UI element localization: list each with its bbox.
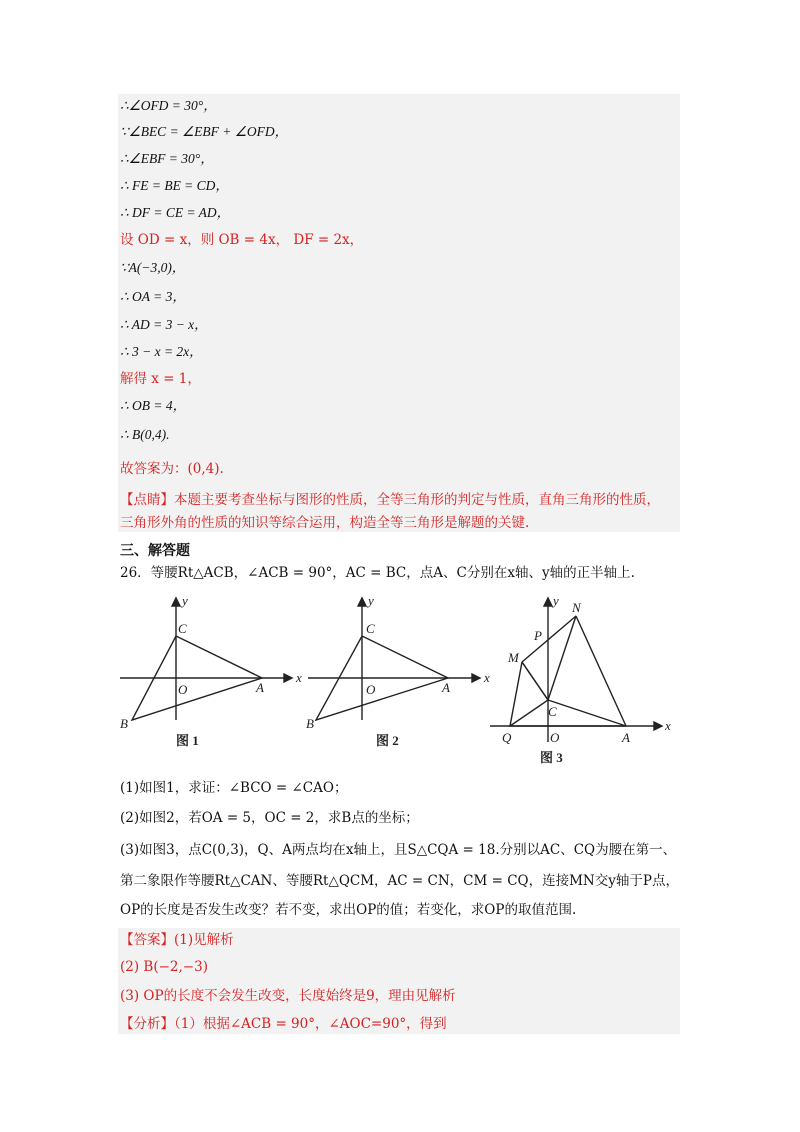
question-2: (2)如图2，若OA = 5，OC = 2，求B点的坐标； [120, 810, 419, 826]
figures-svg [110, 590, 690, 775]
fig1-label-y: y [182, 593, 188, 608]
solution-line-1: ∴∠OFD = 30°， [120, 98, 217, 113]
fig1-label-x: x [296, 670, 302, 685]
figure-1 [120, 598, 292, 720]
question-3-line-2: 第二象限作等腰Rt△CAN、等腰Rt△QCM，AC = CN，CM = CQ，连接MN交y轴于P点， [120, 873, 679, 889]
solution-line-9: ∴ 3 − x = 2x， [120, 344, 203, 359]
answer-line: 故答案为：(0,4). [120, 461, 224, 477]
fig3-label-P: P [534, 628, 542, 643]
set-variable-line: 设 OD = x，则 OB = 4x， DF = 2x， [120, 232, 364, 248]
fig3-label-A: A [622, 730, 630, 745]
fig2-label-A: A [442, 680, 450, 695]
fig3-label-O: O [550, 730, 560, 745]
solution-line-6: ∵A(−3,0)， [120, 260, 186, 275]
question-3-line-3: OP的长度是否发生改变？若不变，求出OP的值；若变化，求OP的取值范围. [120, 902, 577, 918]
question-3-line-1: (3)如图3，点C(0,3)，Q、A两点均在x轴上，且S△CQA = 18.分别以AC、CQ为腰在第一、 [120, 842, 677, 858]
answer-3: (3) OP的长度不会发生改变，长度始终是9，理由见解析 [120, 988, 456, 1004]
fig2-label-B: B [306, 716, 314, 731]
fig3-label-M: M [508, 650, 519, 665]
fig3-label-Q: Q [502, 730, 512, 745]
solution-line-10: ∴ OB = 4， [120, 398, 187, 413]
solution-line-3: ∴∠EBF = 30°， [120, 151, 214, 166]
analysis-line: 【分析】（1）根据∠ACB = 90°，∠AOC=90°，得到 [120, 1016, 447, 1032]
figure-3 [490, 598, 662, 742]
answer-label: 【答案】(1)见解析 [120, 932, 234, 948]
fig2-label-y: y [368, 593, 374, 608]
fig1-x-arrow [284, 674, 292, 682]
fig1-label-A: A [256, 680, 264, 695]
fig3-label-C: C [548, 704, 557, 719]
problem-stem: 26．等腰Rt△ACB，∠ACB = 90°，AC = BC，点A、C分别在x轴、y轴的正半轴上. [120, 565, 635, 581]
section-heading: 三、解答题 [120, 543, 190, 559]
comment-line-1: 【点睛】本题主要考查坐标与图形的性质，全等三角形的判定与性质，直角三角形的性质， [120, 492, 660, 508]
figures [110, 590, 690, 775]
fig2-label-x: x [484, 670, 490, 685]
fig1-caption: 图 1 [176, 733, 199, 748]
solution-line-4: ∴ FE = BE = CD， [120, 178, 229, 193]
fig3-label-y: y [553, 593, 559, 608]
comment-line-2: 三角形外角的性质的知识等综合运用，构造全等三角形是解题的关键. [120, 515, 530, 531]
fig3-caption: 图 3 [540, 750, 563, 765]
fig1-label-O: O [178, 682, 188, 697]
solution-line-5: ∴ DF = CE = AD， [120, 205, 231, 220]
question-1: (1)如图1，求证：∠BCO = ∠CAO； [120, 780, 348, 796]
fig1-y-arrow [172, 598, 180, 606]
fig3-label-N: N [572, 600, 581, 615]
solution-line-11: ∴ B(0,4). [120, 427, 170, 442]
fig1-label-C: C [178, 621, 187, 636]
fig1-label-B: B [120, 716, 128, 731]
solution-line-7: ∴ OA = 3， [120, 289, 186, 304]
fig3-label-x: x [665, 718, 671, 733]
fig2-caption: 图 2 [376, 733, 399, 748]
solution-line-2: ∵∠BEC = ∠EBF + ∠OFD， [120, 124, 289, 139]
figure-2 [308, 598, 480, 720]
solution-line-8: ∴ AD = 3 − x， [120, 317, 208, 332]
solve-line: 解得 x = 1， [120, 371, 201, 387]
answer-2: (2) B(−2,−3) [120, 959, 208, 975]
fig2-label-C: C [366, 621, 375, 636]
fig2-label-O: O [366, 682, 376, 697]
